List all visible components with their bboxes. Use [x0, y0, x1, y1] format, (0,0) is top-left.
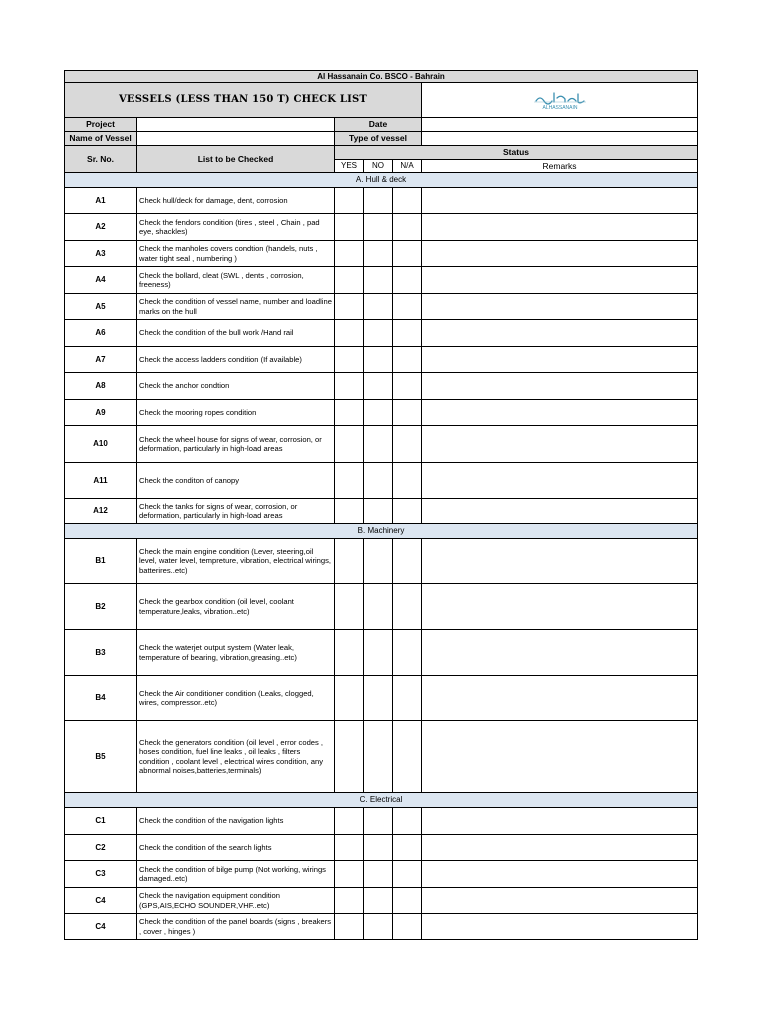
table-row: [65, 888, 698, 914]
no-cell[interactable]: [364, 426, 393, 463]
item-number: C4: [65, 914, 137, 940]
checklist-title: [65, 83, 422, 118]
table-row: [65, 914, 698, 940]
item-description: Check the Air conditioner condition (Leaks, clogged, wires, compressor..etc): [137, 676, 335, 721]
no-cell[interactable]: [364, 499, 393, 524]
item-number: B4: [65, 676, 137, 721]
project-label: Project: [65, 118, 137, 132]
section-title: C. Electrical: [65, 793, 698, 808]
na-cell[interactable]: [393, 267, 422, 294]
item-number: A10: [65, 426, 137, 463]
item-description: Check the conditon of canopy: [137, 463, 335, 499]
no-cell[interactable]: [364, 888, 393, 914]
remarks-cell[interactable]: [422, 721, 698, 793]
yes-cell[interactable]: [335, 676, 364, 721]
remarks-cell[interactable]: [422, 241, 698, 267]
na-cell[interactable]: [393, 347, 422, 373]
yes-cell[interactable]: [335, 214, 364, 241]
table-row: [65, 347, 698, 373]
item-number: B5: [65, 721, 137, 793]
vessel-type-field[interactable]: [422, 132, 698, 146]
remarks-cell[interactable]: [422, 463, 698, 499]
na-cell[interactable]: [393, 463, 422, 499]
item-number: B3: [65, 630, 137, 676]
date-label: Date: [335, 118, 422, 132]
status-header: Status: [335, 146, 698, 160]
item-description: Check the wheel house for signs of wear, corrosion, or deformation, particularly in high-load areas: [137, 426, 335, 463]
no-cell[interactable]: [364, 463, 393, 499]
item-number: A4: [65, 267, 137, 294]
remarks-cell[interactable]: [422, 914, 698, 940]
item-description: Check the waterjet output system (Water leak, temperature of bearing, vibration,greasing..etc): [137, 630, 335, 676]
remarks-cell[interactable]: [422, 267, 698, 294]
table-row: [65, 400, 698, 426]
na-cell[interactable]: [393, 294, 422, 320]
checklist-title-text: VESSELS (LESS THAN 150 T) CHECK LIST: [118, 94, 368, 105]
sr-no-header: Sr. No.: [65, 146, 137, 173]
no-header: NO: [364, 160, 393, 173]
table-row: [65, 584, 698, 630]
item-number: A2: [65, 214, 137, 241]
list-header: List to be Checked: [137, 146, 335, 173]
yes-cell[interactable]: [335, 241, 364, 267]
na-cell[interactable]: [393, 214, 422, 241]
table-row: [65, 463, 698, 499]
na-cell[interactable]: [393, 400, 422, 426]
item-description: Check hull/deck for damage, dent, corrosion: [137, 188, 335, 214]
yes-cell[interactable]: [335, 294, 364, 320]
item-number: A7: [65, 347, 137, 373]
table-row: [65, 676, 698, 721]
remarks-cell[interactable]: [422, 808, 698, 835]
na-cell[interactable]: [393, 539, 422, 584]
table-row: [65, 241, 698, 267]
na-cell[interactable]: [393, 808, 422, 835]
table-row: [65, 539, 698, 584]
date-field[interactable]: [422, 118, 698, 132]
item-description: Check the fendors condition (tires , steel , Chain , pad eye, shackles): [137, 214, 335, 241]
yes-cell[interactable]: [335, 888, 364, 914]
no-cell[interactable]: [364, 400, 393, 426]
logo-caption: ALHASSANAIN: [542, 105, 578, 111]
yes-cell[interactable]: [335, 539, 364, 584]
item-description: Check the condition of the panel boards (signs , breakers , cover , hinges ): [137, 914, 335, 940]
yes-cell[interactable]: [335, 499, 364, 524]
no-cell[interactable]: [364, 584, 393, 630]
na-cell[interactable]: [393, 835, 422, 861]
item-number: A8: [65, 373, 137, 400]
table-row: [65, 320, 698, 347]
na-cell[interactable]: [393, 584, 422, 630]
yes-cell[interactable]: [335, 630, 364, 676]
remarks-cell[interactable]: [422, 499, 698, 524]
no-cell[interactable]: [364, 267, 393, 294]
yes-cell[interactable]: [335, 347, 364, 373]
no-cell[interactable]: [364, 373, 393, 400]
na-cell[interactable]: [393, 373, 422, 400]
table-row: [65, 267, 698, 294]
remarks-cell[interactable]: [422, 676, 698, 721]
no-cell[interactable]: [364, 914, 393, 940]
yes-cell[interactable]: [335, 721, 364, 793]
table-row: [65, 861, 698, 888]
na-cell[interactable]: [393, 499, 422, 524]
na-cell[interactable]: [393, 241, 422, 267]
na-cell[interactable]: [393, 721, 422, 793]
section-title: A. Hull & deck: [65, 173, 698, 188]
remarks-cell[interactable]: [422, 214, 698, 241]
remarks-cell[interactable]: [422, 630, 698, 676]
na-cell[interactable]: [393, 426, 422, 463]
no-cell[interactable]: [364, 676, 393, 721]
item-number: C3: [65, 861, 137, 888]
item-description: Check the condition of bilge pump (Not working, wirings damaged..etc): [137, 861, 335, 888]
item-number: C2: [65, 835, 137, 861]
remarks-cell[interactable]: [422, 347, 698, 373]
no-cell[interactable]: [364, 539, 393, 584]
no-cell[interactable]: [364, 320, 393, 347]
item-number: A9: [65, 400, 137, 426]
vessel-type-label: Type of vessel: [335, 132, 422, 146]
item-number: C1: [65, 808, 137, 835]
item-number: B2: [65, 584, 137, 630]
na-header: N/A: [393, 160, 422, 173]
yes-cell[interactable]: [335, 373, 364, 400]
item-description: Check the main engine condition (Lever, steering,oil level, water level, tempreture, vibration, electrical wirings, batterires..etc): [137, 539, 335, 584]
yes-cell[interactable]: [335, 463, 364, 499]
no-cell[interactable]: [364, 241, 393, 267]
yes-cell[interactable]: [335, 400, 364, 426]
remarks-cell[interactable]: [422, 584, 698, 630]
table-row: [65, 373, 698, 400]
yes-cell[interactable]: [335, 914, 364, 940]
yes-cell[interactable]: [335, 320, 364, 347]
yes-cell[interactable]: [335, 861, 364, 888]
project-field[interactable]: [137, 118, 335, 132]
item-description: Check the condition of the navigation lights: [137, 808, 335, 835]
item-number: A1: [65, 188, 137, 214]
na-cell[interactable]: [393, 914, 422, 940]
no-cell[interactable]: [364, 214, 393, 241]
section-row: [65, 173, 698, 188]
table-row: [65, 294, 698, 320]
item-description: Check the anchor condtion: [137, 373, 335, 400]
remarks-cell[interactable]: [422, 320, 698, 347]
na-cell[interactable]: [393, 630, 422, 676]
yes-cell[interactable]: [335, 584, 364, 630]
table-row: [65, 188, 698, 214]
vessel-name-field[interactable]: [137, 132, 335, 146]
item-description: Check the mooring ropes condition: [137, 400, 335, 426]
yes-header: YES: [335, 160, 364, 173]
yes-cell[interactable]: [335, 426, 364, 463]
table-row: [65, 808, 698, 835]
yes-cell[interactable]: [335, 188, 364, 214]
item-number: A11: [65, 463, 137, 499]
na-cell[interactable]: [393, 888, 422, 914]
section-row: [65, 793, 698, 808]
table-row: [65, 426, 698, 463]
item-number: A3: [65, 241, 137, 267]
no-cell[interactable]: [364, 630, 393, 676]
remarks-cell[interactable]: [422, 294, 698, 320]
company-header: Al Hassanain Co. BSCO - Bahrain: [65, 71, 698, 83]
al-hassanain-logo-icon: [530, 89, 590, 111]
remarks-header: Remarks: [422, 160, 698, 173]
no-cell[interactable]: [364, 808, 393, 835]
table-row: [65, 721, 698, 793]
remarks-cell[interactable]: [422, 888, 698, 914]
item-number: A5: [65, 294, 137, 320]
section-title: B. Machinery: [65, 524, 698, 539]
no-cell[interactable]: [364, 861, 393, 888]
table-row: [65, 499, 698, 524]
no-cell[interactable]: [364, 721, 393, 793]
remarks-cell[interactable]: [422, 861, 698, 888]
item-number: A6: [65, 320, 137, 347]
item-description: Check the generators condition (oil level , error codes , hoses condition, fuel line leaks , oil leaks , filters condition , coolant level , electrical wires condition, any abnormal noises,batteries,terminals): [137, 721, 335, 793]
no-cell[interactable]: [364, 347, 393, 373]
yes-cell[interactable]: [335, 267, 364, 294]
na-cell[interactable]: [393, 861, 422, 888]
section-row: [65, 524, 698, 539]
na-cell[interactable]: [393, 676, 422, 721]
remarks-cell[interactable]: [422, 426, 698, 463]
item-description: Check the condition of the bull work /Hand rail: [137, 320, 335, 347]
table-row: [65, 214, 698, 241]
remarks-cell[interactable]: [422, 835, 698, 861]
item-description: Check the manholes covers condtion (handels, nuts , water tight seal , numbering ): [137, 241, 335, 267]
remarks-cell[interactable]: [422, 188, 698, 214]
item-description: Check the bollard, cleat (SWL , dents , corrosion, freeness): [137, 267, 335, 294]
checklist-table: [64, 70, 698, 940]
remarks-cell[interactable]: [422, 539, 698, 584]
item-description: Check the gearbox condition (oil level, coolant temperature,leaks, vibration..etc): [137, 584, 335, 630]
na-cell[interactable]: [393, 188, 422, 214]
item-description: Check the condition of the search lights: [137, 835, 335, 861]
item-number: C4: [65, 888, 137, 914]
remarks-cell[interactable]: [422, 373, 698, 400]
item-description: Check the condition of vessel name, number and loadline marks on the hull: [137, 294, 335, 320]
vessel-name-label: Name of Vessel: [65, 132, 137, 146]
table-row: [65, 835, 698, 861]
item-description: Check the access ladders condition (If available): [137, 347, 335, 373]
item-number: A12: [65, 499, 137, 524]
yes-cell[interactable]: [335, 835, 364, 861]
item-description: Check the navigation equipment condition (GPS,AIS,ECHO SOUNDER,VHF..etc): [137, 888, 335, 914]
no-cell[interactable]: [364, 835, 393, 861]
logo-cell: [422, 83, 698, 118]
item-number: B1: [65, 539, 137, 584]
item-description: Check the tanks for signs of wear, corrosion, or deformation, particularly in high-load areas: [137, 499, 335, 524]
no-cell[interactable]: [364, 294, 393, 320]
no-cell[interactable]: [364, 188, 393, 214]
yes-cell[interactable]: [335, 808, 364, 835]
table-row: [65, 630, 698, 676]
na-cell[interactable]: [393, 320, 422, 347]
remarks-cell[interactable]: [422, 400, 698, 426]
